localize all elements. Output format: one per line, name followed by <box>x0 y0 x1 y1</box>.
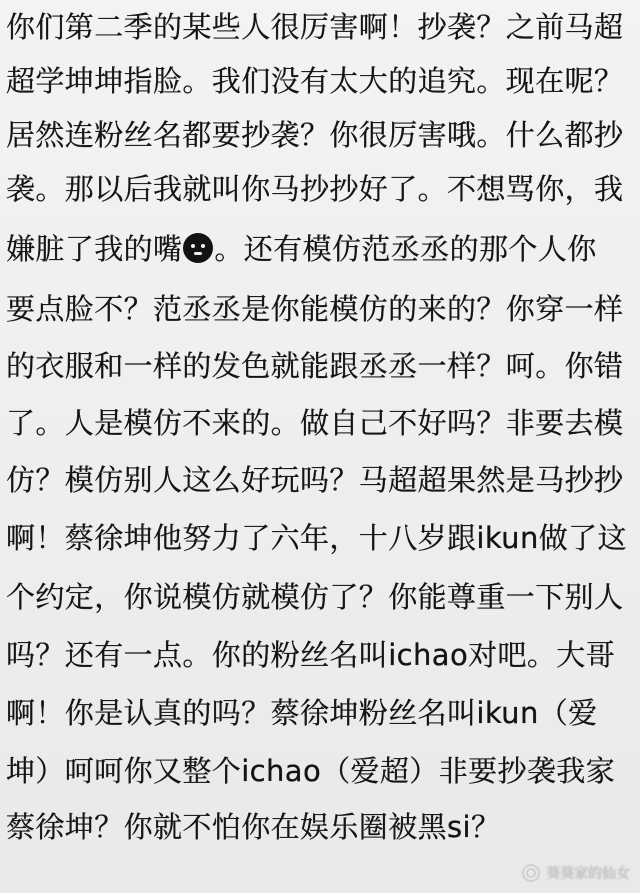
note-line: 袭。那以后我就叫你马抄抄好了。不想骂你，我 <box>6 172 624 206</box>
note-line: 的衣服和一样的发色就能跟丞丞一样？呵。你错 <box>6 349 624 383</box>
note-line-segment: 嫌脏了我的嘴 <box>6 232 183 266</box>
note-line: 你们第二季的某些人很厉害啊！抄袭？之前马超 <box>6 10 624 44</box>
note-line: 居然连粉丝名都要抄袭？你很厉害哦。什么都抄 <box>6 118 624 152</box>
watermark-text: 葵葵家的仙女 <box>546 866 630 882</box>
note-line <box>6 222 597 276</box>
note-line: 了。人是模仿不来的。做自己不好吗？非要去模 <box>6 406 624 440</box>
note-line: 坤）呵呵你又整个ichao（爱超）非要抄袭我家 <box>6 754 616 788</box>
note-line: 要点脸不？范丞丞是你能模仿的来的？你穿一样 <box>6 292 624 326</box>
note-line: 个约定，你说模仿就模仿了？你能尊重一下别人 <box>6 580 624 614</box>
weibo-logo-icon <box>522 864 540 882</box>
note-line: 啊！蔡徐坤他努力了六年，十八岁跟ikun做了这 <box>6 521 627 555</box>
note-line: 蔡徐坤？你就不怕你在娱乐圈被黑si？ <box>6 810 501 844</box>
watermark <box>522 863 630 883</box>
note-text <box>6 0 634 893</box>
dark-face-emoji-icon <box>183 233 213 263</box>
note-line: 仿？模仿别人这么好玩吗？马超超果然是马抄抄 <box>6 463 624 497</box>
note-line-segment: 。还有模仿范丞丞的那个人你 <box>214 232 597 266</box>
note-line: 吗？还有一点。你的粉丝名叫ichao对吧。大哥 <box>6 638 616 672</box>
note-line: 啊！你是认真的吗？蔡徐坤粉丝名叫ikun（爱 <box>6 696 598 730</box>
note-line: 超学坤坤指脸。我们没有太大的追究。现在呢？ <box>6 64 624 98</box>
